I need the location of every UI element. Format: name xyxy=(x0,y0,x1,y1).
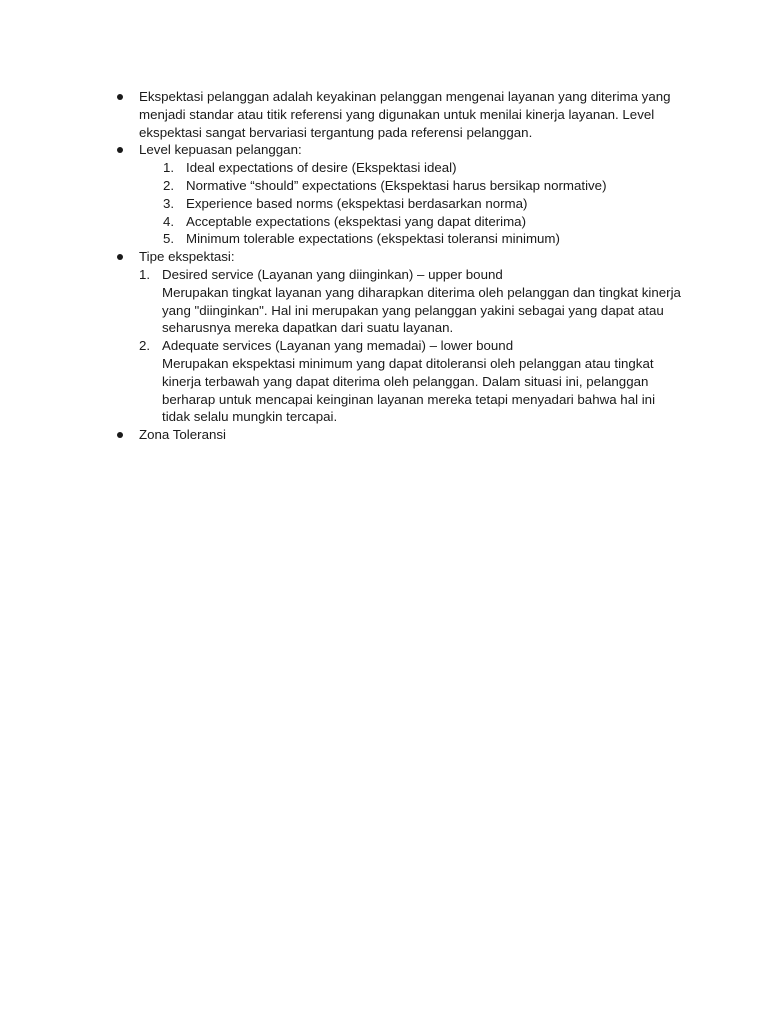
list-item xyxy=(0,230,686,248)
list-item xyxy=(0,195,686,213)
numbered-list-types xyxy=(139,266,679,426)
list-description: Merupakan ekspektasi minimum yang dapat ditoleransi oleh pelanggan atau tingkat kinerja terbawah yang dapat diterima oleh pelanggan. Dalam situasi ini, pelanggan berharap untuk mencapai keinginan layanan mereka tetapi menyadari bahwa hal ini tidak selalu mungkin tercapai. xyxy=(162,355,656,425)
list-number: 5. xyxy=(163,231,175,247)
bullet-icon xyxy=(117,147,123,153)
list-number: 1. xyxy=(163,160,175,176)
list-title: Desired service (Layanan yang diinginkan) – upper bound xyxy=(162,266,503,282)
list-number: 2. xyxy=(163,177,175,193)
bullet-item xyxy=(0,88,679,141)
list-item xyxy=(0,177,686,195)
bullet-item xyxy=(0,141,679,248)
bullet-text: Tipe ekspektasi: xyxy=(139,249,235,265)
list-number: 4. xyxy=(163,213,175,229)
list-text: Acceptable expectations (ekspektasi yang dapat diterima) xyxy=(186,213,526,229)
list-number: 3. xyxy=(163,195,175,211)
list-description: Merupakan tingkat layanan yang diharapkan diterima oleh pelanggan dan tingkat kinerja yang "diinginkan". Hal ini merupakan yang pelanggan yakini sebagai yang dapat atau seharusnya mereka dapatkan dari suatu layanan. xyxy=(162,284,681,336)
bullet-text: Zona Toleransi xyxy=(139,427,226,443)
list-item xyxy=(0,213,686,231)
bullet-icon xyxy=(117,94,123,100)
bullet-icon xyxy=(117,432,123,438)
bullet-item xyxy=(0,426,679,444)
list-text: Minimum tolerable expectations (ekspektasi toleransi minimum) xyxy=(186,231,560,247)
list-item xyxy=(0,159,686,177)
list-number: 1. xyxy=(139,266,151,282)
list-item xyxy=(0,337,682,426)
list-text: Normative “should” expectations (Ekspektasi harus bersikap normative) xyxy=(186,177,607,193)
bullet-text: Level kepuasan pelanggan: xyxy=(139,142,302,158)
bullet-item xyxy=(0,248,679,426)
document-body xyxy=(0,88,768,444)
numbered-list-levels xyxy=(139,159,679,248)
bullet-icon xyxy=(117,254,123,260)
list-text: Experience based norms (ekspektasi berdasarkan norma) xyxy=(186,195,528,211)
list-number: 2. xyxy=(139,338,151,354)
list-title: Adequate services (Layanan yang memadai) – lower bound xyxy=(162,338,514,354)
list-text: Ideal expectations of desire (Ekspektasi ideal) xyxy=(186,160,457,176)
bullet-text: Ekspektasi pelanggan adalah keyakinan pelanggan mengenai layanan yang diterima yang menjadi standar atau titik referensi yang digunakan untuk menilai kinerja layanan. Level ekspektasi sangat bervariasi tergantung pada referensi pelanggan. xyxy=(139,89,671,140)
list-item xyxy=(0,266,682,337)
